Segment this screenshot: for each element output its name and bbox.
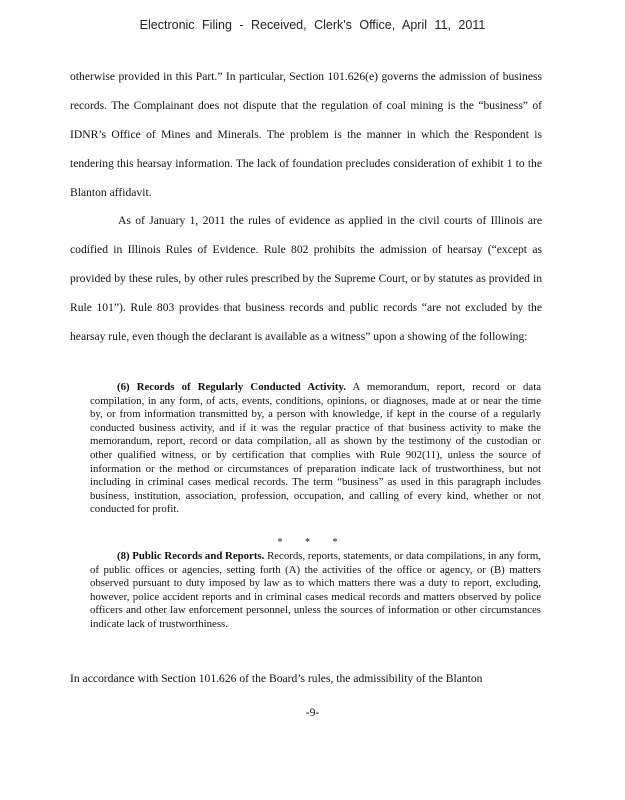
page-number: -9- <box>305 706 320 719</box>
quote-rule-803-6-text: A memorandum, report, record or data compilation, in any form, of acts, events, conditions, opinions, or diagnoses, made at or near the time by, or from information transmitted by, a person with knowledge, if kept in the course of a regularly conducted business activity, and if it was the regular practice of that business activity to make the memorandum, report, record or data compilation, all as shown by the testimony of the custodian or other qualified witness, or by certification that complies with Rule 902(11), unless the source of information or the method or circumstances of preparation indicate lack of trustworthiness, but not including in criminal cases medical records. The term “business” as used in this paragraph includes business, institution, association, profession, occupation, and calling of every kind, whether or not conducted for profit. <box>90 381 541 516</box>
quote-rule-803-8-heading: (8) Public Records and Reports. <box>117 550 265 562</box>
paragraph-admissibility: In accordance with Section 101.626 of the Board’s rules, the admissibility of the Blanton <box>70 672 483 685</box>
quote-rule-803-6 <box>90 381 541 517</box>
quote-rule-803-8-text: Records, reports, statements, or data compilations, in any form, of public offices or agencies, setting forth (A) the activities of the office or agency, or (B) matters observed pursuant to duty imposed by law as to which matters there was a duty to report, excluding, however, police accident reports and in criminal cases medical records and matters observed by police officers and other law enforcement personnel, unless the sources of information or other circumstances indicate lack of trustworthiness. <box>90 550 541 630</box>
section-break-asterisks: * * * <box>277 537 348 548</box>
quote-rule-803-8 <box>90 550 541 632</box>
filing-stamp-header: Electronic Filing - Received, Clerk's Office, April 11, 2011 <box>139 18 486 32</box>
paragraph-business-records: otherwise provided in this Part.” In particular, Section 101.626(e) governs the admission of business records. The Complainant does not dispute that the regulation of coal mining is the “business” of IDNR’s Office of Mines and Minerals. The problem is the manner in which the Respondent is tendering this hearsay information. The lack of foundation precludes consideration of exhibit 1 to the Blanton affidavit. <box>70 70 542 199</box>
paragraph-rules-of-evidence: As of January 1, 2011 the rules of evidence as applied in the civil courts of Illinois are codified in Illinois Rules of Evidence. Rule 802 prohibits the admission of hearsay (“except as provided by these rules, by other rules prescribed by the Supreme Court, or by statutes as provided in Rule 101”). Rule 803 provides that business records and public records “are not excluded by the hearsay rule, even though the declarant is available as a witness” upon a showing of the following: <box>70 214 542 343</box>
quote-rule-803-6-heading: (6) Records of Regularly Conducted Activity. <box>117 381 346 393</box>
